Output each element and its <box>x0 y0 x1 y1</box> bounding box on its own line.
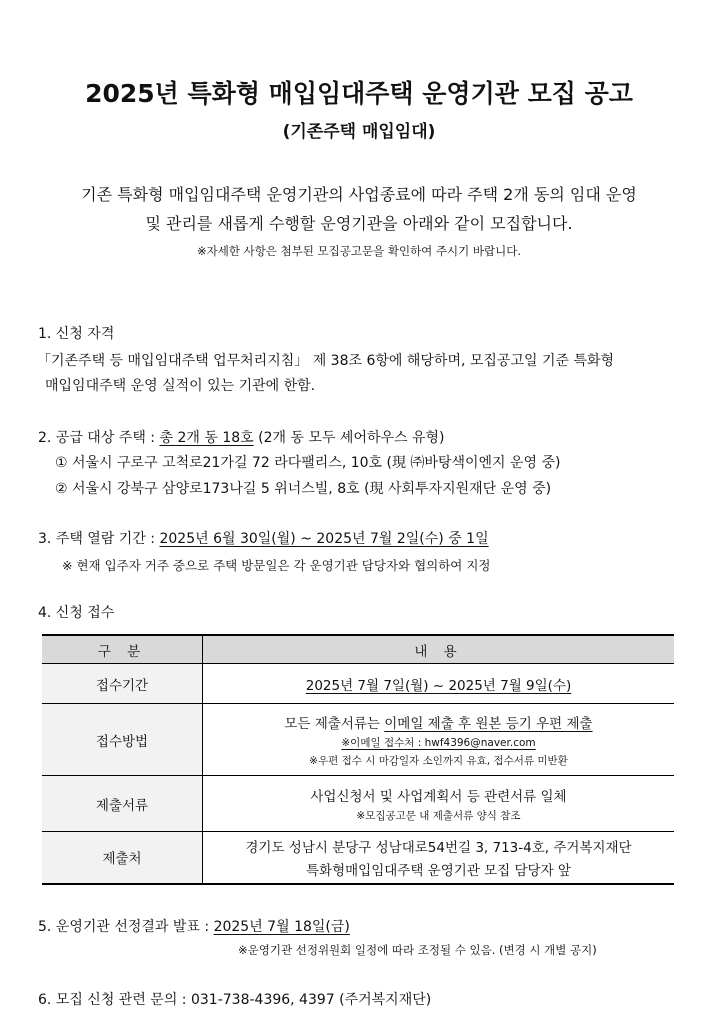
section-2-summary: 총 2개 동 18호 <box>159 430 254 446</box>
row-value-documents <box>203 776 675 832</box>
intro-line-2: 및 관리를 새롭게 수행할 운영기관을 아래와 같이 모집합니다. <box>145 214 573 233</box>
section-2-line <box>38 427 445 447</box>
section-6-heading: 6. 모집 신청 관련 문의 : <box>38 992 187 1008</box>
intro-note: ※자세한 사항은 첨부된 모집공고문을 확인하여 주시기 바랍니다. <box>196 244 522 258</box>
section-1-heading: 1. 신청 자격 <box>38 326 115 342</box>
table-header-content: 내 용 <box>203 635 675 664</box>
destination-line-2: 특화형매입임대주택 운영기관 모집 담당자 앞 <box>306 862 571 879</box>
row-label-period: 접수기간 <box>42 664 203 704</box>
table-header-category: 구 분 <box>42 635 203 664</box>
section-5-note: ※운영기관 선정위원회 일정에 따라 조정될 수 있음. (변경 시 개별 공지) <box>238 943 597 957</box>
section-3-line <box>38 528 489 548</box>
section-2-item-1: ① 서울시 구로구 고척로21가길 72 라다팰리스, 10호 (現 ㈜바탕색이엔지 운영 중) <box>55 455 561 471</box>
section-4-heading: 4. 신청 접수 <box>38 605 115 621</box>
post-note: ※우편 접수 시 마감일자 소인까지 유효, 접수서류 미반환 <box>309 754 568 767</box>
section-2-heading: 2. 공급 대상 주택 : <box>38 430 156 446</box>
email-note: ※이메일 접수처 : hwf4396@naver.com <box>341 736 536 749</box>
page-subtitle: (기존주택 매입임대) <box>282 122 436 142</box>
section-1-text-line-1: 「기존주택 등 매입임대주택 업무처리지침」 제 38조 6항에 해당하며, 모집공고일 기준 특화형 <box>37 353 615 369</box>
row-label-documents: 제출서류 <box>42 776 203 832</box>
contact-info: 031-738-4396, 4397 (주거복지재단) <box>190 992 432 1008</box>
page-title: 2025년 특화형 매입임대주택 운영기관 모집 공고 <box>85 79 633 108</box>
section-3-heading: 3. 주택 열람 기간 : <box>38 531 156 547</box>
application-table <box>42 634 674 885</box>
table-row <box>42 832 674 884</box>
section-2-summary-detail: (2개 동 모두 셰어하우스 유형) <box>258 430 445 446</box>
section-3-period: 2025년 6월 30일(월) ~ 2025년 7월 2일(수) 중 1일 <box>159 531 489 547</box>
row-value-period <box>203 664 675 704</box>
section-6-line <box>38 989 431 1009</box>
table-row <box>42 664 674 704</box>
row-label-destination: 제출처 <box>42 832 203 884</box>
method-prefix: 모든 제출서류는 <box>284 715 380 732</box>
section-5-line <box>38 916 350 936</box>
method-text <box>204 712 673 732</box>
table-row <box>42 776 674 832</box>
application-period: 2025년 7월 7일(월) ~ 2025년 7월 9일(수) <box>305 677 572 694</box>
section-1-text-line-2: 매입임대주택 운영 실적이 있는 기관에 한함. <box>45 378 316 394</box>
section-3-note: ※ 현재 입주자 거주 중으로 주택 방문일은 각 운영기관 담당자와 협의하여 지정 <box>62 558 491 573</box>
section-5-date: 2025년 7월 18일(금) <box>213 919 350 935</box>
row-value-method <box>203 704 675 776</box>
row-label-method: 접수방법 <box>42 704 203 776</box>
destination-line-1: 경기도 성남시 분당구 성남대로54번길 3, 713-4호, 주거복지재단 <box>245 839 632 856</box>
documents-text: 사업신청서 및 사업계획서 등 관련서류 일체 <box>310 788 567 805</box>
section-5-heading: 5. 운영기관 선정결과 발표 : <box>38 919 210 935</box>
intro-line-1: 기존 특화형 매입임대주택 운영기관의 사업종료에 따라 주택 2개 동의 임대 운영 <box>81 185 637 204</box>
table-header-row <box>42 635 674 664</box>
method-underlined: 이메일 제출 후 원본 등기 우편 제출 <box>384 715 593 732</box>
row-value-destination <box>203 832 675 884</box>
section-2-item-2: ② 서울시 강북구 삼양로173나길 5 위너스빌, 8호 (現 사회투자지원재단 운영 중) <box>55 481 552 497</box>
documents-note: ※모집공고문 내 제출서류 양식 참조 <box>356 809 521 822</box>
table-row <box>42 704 674 776</box>
